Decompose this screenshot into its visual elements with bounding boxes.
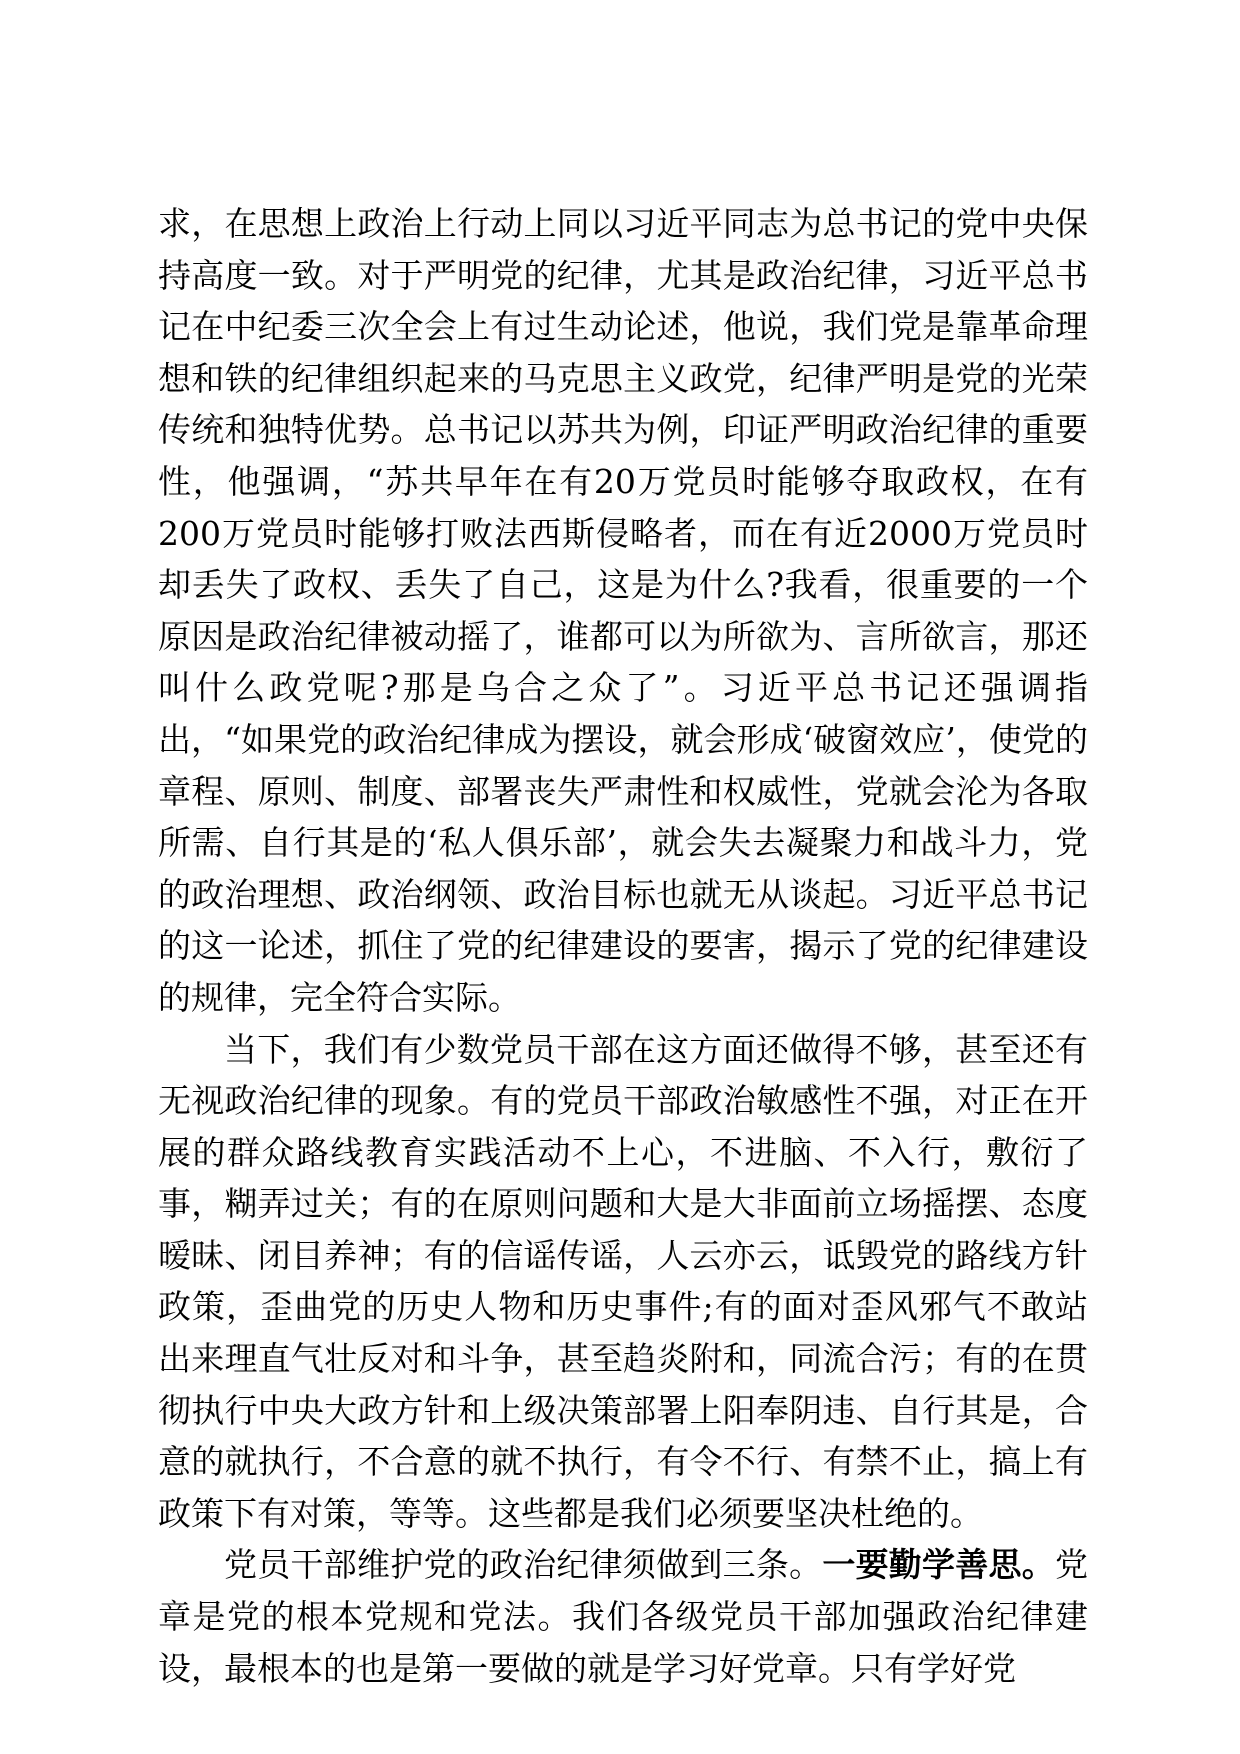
document-page bbox=[158, 198, 1088, 1694]
paragraph-3-lead: 党员干部维护党的政治纪律须做到三条。 bbox=[224, 1545, 823, 1585]
body-paragraph-3 bbox=[158, 1539, 1088, 1694]
body-paragraph-1: 求，在思想上政治上行动上同以习近平同志为总书记的党中央保持高度一致。对于严明党的纪律，尤其是政治纪律，习近平总书记在中纪委三次全会上有过生动论述，他说，我们党是靠革命理想和铁的纪律组织起来的马克思主义政党，纪律严明是党的光荣传统和独特优势。总书记以苏共为例，印证严明政治纪律的重要性，他强调，“苏共早年在有20万党员时能够夺取政权，在有200万党员时能够打败法西斯侵略者，而在有近2000万党员时却丢失了政权、丢失了自己，这是为什么?我看，很重要的一个原因是政治纪律被动摇了，谁都可以为所欲为、言所欲言，那还叫什么政党呢?那是乌合之众了”。习近平总书记还强调指出，“如果党的政治纪律成为摆设，就会形成‘破窗效应’，使党的章程、原则、制度、部署丧失严肃性和权威性，党就会沦为各取所需、自行其是的‘私人俱乐部’，就会失去凝聚力和战斗力，党的政治理想、政治纲领、政治目标也就无从谈起。习近平总书记的这一论述，抓住了党的纪律建设的要害，揭示了党的纪律建设的规律，完全符合实际。 bbox=[158, 204, 1088, 1017]
body-paragraph-2: 当下，我们有少数党员干部在这方面还做得不够，甚至还有无视政治纪律的现象。有的党员干部政治敏感性不强，对正在开展的群众路线教育实践活动不上心，不进脑、不入行，敷衍了事，糊弄过关；有的在原则问题和大是大非面前立场摇摆、态度暧昧、闭目养神；有的信谣传谣，人云亦云，诋毁党的路线方针政策，歪曲党的历史人物和历史事件;有的面对歪风邪气不敢站出来理直气壮反对和斗争，甚至趋炎附和，同流合污；有的在贯彻执行中央大政方针和上级决策部署上阳奉阴违、自行其是，合意的就执行，不合意的就不执行，有令不行、有禁不止，搞上有政策下有对策，等等。这些都是我们必须要坚决杜绝的。 bbox=[158, 1029, 1088, 1533]
paragraph-3-heading: 一要勤学善思。 bbox=[822, 1545, 1056, 1585]
paragraph-3-rest: 党章是党的根本党规和党法。我们各级党员干部加强政治纪律建设，最根本的也是第一要做的就是学习好党章。只有学好党 bbox=[158, 1545, 1089, 1688]
